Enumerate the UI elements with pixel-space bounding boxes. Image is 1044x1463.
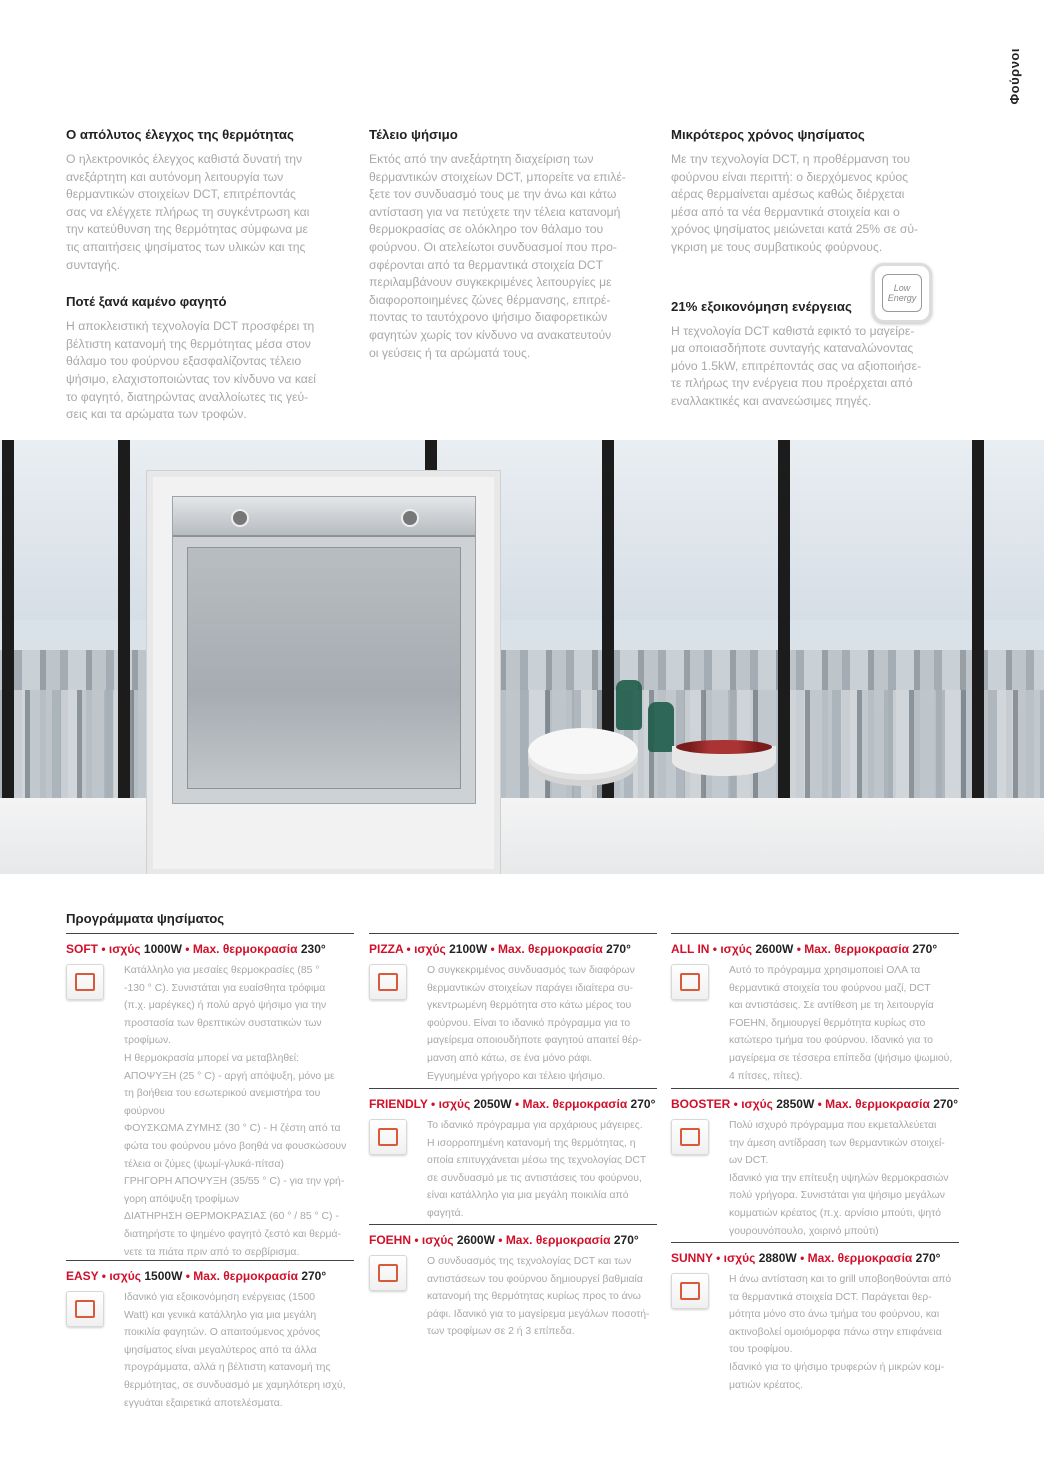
- program-divider: [66, 933, 354, 934]
- text-line: ων DCT.: [729, 1155, 769, 1167]
- text-line: ακτινοβολεί ομοιόμορφα πάνω στην επιφάνεια: [729, 1326, 942, 1338]
- programs-title: Προγράμματα ψησίματος: [66, 911, 225, 926]
- text-line: θερμαντικών στοιχείων DCT, μπορείτε να επιλέ-: [369, 169, 626, 184]
- program-heading: SOFT • ισχύς 1000W • Max. θερμοκρασία 230°: [66, 942, 326, 956]
- text-line: θάλαμο του φούρνου εξασφαλίζοντας τέλειο: [66, 354, 302, 369]
- text-line: εγγυάται εξαιρετικά αποτελέσματα.: [124, 1397, 283, 1409]
- text-line: γουρουνόπουλο, χοιρινό μπούτι): [729, 1225, 879, 1237]
- program-divider: [671, 933, 959, 934]
- program-name: FOEHN: [369, 1233, 411, 1247]
- program-temp: 230°: [300, 942, 326, 956]
- text-line: ανεξάρτητη και αυτόνομη λειτουργία των: [66, 169, 284, 184]
- text-line: γκεντρωμένη θερμότητα στο κάτω μέρος του: [427, 1000, 632, 1012]
- text-line: φαγητά.: [427, 1207, 464, 1219]
- text-line: Ο ηλεκτρονικός έλεγχος καθιστά δυνατή την: [66, 152, 303, 166]
- text-line: μόνο 1.5kW, επιτρέποντάς σας να αξιοποιήσε-: [671, 358, 922, 373]
- text-line: ΓΡΗΓΟΡΗ ΑΠΟΨΥΞΗ (35/55 ° C) - για την γρή-: [124, 1176, 345, 1188]
- text-line: μα οποιασδήποτε συνταγής καταναλώνοντας: [671, 341, 914, 356]
- badge-line-1: Low: [893, 283, 911, 293]
- text-line: αντιστάσεων του φούρνου δημιουργεί βαθμιαία: [427, 1273, 643, 1285]
- text-line: διατηρήστε το ψημένο φαγητό ζεστό και θερμά-: [124, 1228, 341, 1240]
- program-heading: PIZZA • ισχύς 2100W • Max. θερμοκρασία 270°: [369, 942, 631, 956]
- program-temp-label: Max. θερμοκρασία: [807, 1251, 913, 1265]
- text-line: τροφίμων.: [124, 1035, 172, 1047]
- text-line: ψησίματος είναι μεγαλύτερος από τα άλλα: [124, 1344, 317, 1356]
- text-line: 4 πίτσες, πίτες).: [729, 1070, 803, 1082]
- program-power: 2050W: [473, 1097, 512, 1111]
- text-line: σεις και τα αρώματα των τροφών.: [66, 407, 247, 422]
- program-power-label: ισχύς: [421, 1233, 454, 1247]
- text-line: μανση από κάτω, σε ένα μόνο ράφι.: [427, 1052, 593, 1064]
- kitchen-oven-photo: [0, 440, 1044, 874]
- text-line: θερμαντικών στοιχείων παράγει ιδιαίτερα συ-: [427, 982, 634, 994]
- program-description: [427, 1117, 657, 1223]
- program-power: 1500W: [144, 1269, 183, 1283]
- text-line: διαφοροποιημένες ζώνες θέρμανσης, επιτρέ-: [369, 292, 611, 307]
- program-temp: 270°: [933, 1097, 959, 1111]
- program-heading: ALL IN • ισχύς 2600W • Max. θερμοκρασία 270°: [671, 942, 938, 956]
- text-line: προγράμματα, αλλά η βέλτιστη κατανομή της: [124, 1362, 331, 1374]
- program-heading: BOOSTER • ισχύς 2850W • Max. θερμοκρασία 270°: [671, 1097, 959, 1111]
- text-line: σφέρονται από τα θερμαντικά στοιχεία DCT: [369, 257, 604, 272]
- text-line: των τροφίμων σε 2 ή 3 επίπεδα.: [427, 1326, 575, 1338]
- text-line: οι γεύσεις ή τα αρώματά τους.: [369, 345, 531, 360]
- text-line: ματιών κρέατος.: [729, 1379, 803, 1391]
- program-temp-label: Max. θερμοκρασία: [498, 942, 603, 956]
- text-line: Πολύ ισχυρό πρόγραμμα που εκμεταλλεύεται: [729, 1120, 937, 1131]
- text-line: κομματιών κρέατος (π.χ. αρνίσιο μπούτι, ψητό: [729, 1207, 942, 1219]
- program-power-label: ισχύς: [414, 942, 446, 956]
- text-line: Ιδανικό για εξοικονόμηση ενέργειας (1500: [124, 1292, 316, 1303]
- text-line: μαγείρεμα σε τέσσερα επίπεδα (ψήσιμο ψωμιού,: [729, 1052, 953, 1064]
- text-line: Η άνω αντίσταση και το grill υποβοηθούνται από: [729, 1274, 952, 1285]
- text-line: Η ισορροπημένη κατανομή της θερμότητας, η: [427, 1137, 636, 1149]
- text-line: εναλλακτικές και ανανεώσιμες πηγές.: [671, 393, 872, 408]
- text-line: ξετε τον συνδυασμό τους με την άνω και κάτω: [369, 187, 617, 202]
- program-description: [427, 962, 657, 1085]
- intro-column-2: [369, 127, 661, 382]
- text-line: ποικιλία φαγητών. Ο απαιτούμενος χρόνος: [124, 1327, 321, 1339]
- intro-column-1: [66, 127, 358, 444]
- program-name: BOOSTER: [671, 1097, 731, 1111]
- side-section-label: Φούρνοι: [1007, 48, 1022, 105]
- program-description: [729, 1117, 959, 1240]
- intro-paragraph: [671, 151, 963, 257]
- program-pizza: [369, 933, 657, 1085]
- program-temp-label: Max. θερμοκρασία: [505, 1233, 611, 1247]
- program-name: FRIENDLY: [369, 1097, 428, 1111]
- oven-mode-icon: [671, 1119, 713, 1159]
- text-line: πολύ γρήγορα. Συνιστάται για ψήσιμο μεγάλων: [729, 1190, 945, 1202]
- text-line: (π.χ. μαρέγκες) ή πολύ αργό ψήσιμο για την: [124, 1000, 327, 1012]
- intro-paragraph: [66, 318, 358, 424]
- program-name: SOFT: [66, 942, 98, 956]
- program-divider: [369, 1224, 657, 1225]
- text-line: φούρνου. Οι ατελείωτοι συνδυασμοί που προ-: [369, 239, 617, 254]
- program-power: 2880W: [758, 1251, 797, 1265]
- program-power-label: ισχύς: [108, 942, 141, 956]
- program-temp: 270°: [915, 1251, 941, 1265]
- program-power: 2600W: [456, 1233, 495, 1247]
- text-line: μαγείρεμα οποιουδήποτε φαγητού απαιτεί θέρ-: [427, 1035, 642, 1047]
- text-line: Watt) και γενικά κατάλληλο για μια μεγάλη: [124, 1309, 317, 1321]
- intro-paragraph: [671, 323, 963, 411]
- program-temp-label: Max. θερμοκρασία: [522, 1097, 628, 1111]
- text-line: αέρας θερμαίνεται αμέσως καθώς διέρχεται: [671, 187, 905, 202]
- text-line: φούρνου: [124, 1105, 165, 1117]
- program-friendly: [369, 1088, 657, 1223]
- low-energy-icon: [872, 263, 932, 323]
- program-divider: [671, 1088, 959, 1089]
- text-line: το φαγητό, διατηρώντας αναλλοίωτες τις γεύ-: [66, 389, 309, 404]
- intro-heading: 21% εξοικονόμηση ενέργειας: [671, 298, 852, 314]
- program-temp: 270°: [630, 1097, 656, 1111]
- oven-mode-icon: [671, 1273, 713, 1313]
- program-description: [124, 1289, 354, 1412]
- program-description: [124, 962, 354, 1261]
- program-temp: 270°: [301, 1269, 327, 1283]
- text-line: ποντας το ταυτόχρονο ψήσιμο διαφορετικών: [369, 310, 608, 325]
- program-foehn: [369, 1224, 657, 1341]
- text-line: φαγητών χωρίς τον κίνδυνο να ανακατευτούν: [369, 327, 612, 342]
- text-line: Ο συγκεκριμένος συνδυασμός των διαφόρων: [427, 965, 635, 976]
- intro-heading: Ποτέ ξανά καμένο φαγητό: [66, 294, 227, 310]
- program-description: [729, 962, 959, 1085]
- text-line: Αυτό το πρόγραμμα χρησιμοποιεί ΟΛΑ τα: [729, 965, 921, 976]
- text-line: ράφι. Ιδανικό για το μαγείρεμα μεγάλων ποσοτή-: [427, 1308, 650, 1320]
- text-line: τε πλήρως την ενέργεια που προέρχεται από: [671, 376, 913, 391]
- text-line: γκριση με τους συμβατικούς φούρνους.: [671, 239, 883, 254]
- text-line: τη βοήθεια του εσωτερικού ανεμιστήρα του: [124, 1088, 321, 1100]
- text-line: τις απαιτήσεις ψησίματος των υλικών και της: [66, 239, 306, 254]
- text-line: μέσα από τα νέα θερμαντικά στοιχεία και ο: [671, 204, 900, 219]
- intro-paragraph: [66, 151, 358, 274]
- program-temp: 270°: [912, 942, 938, 956]
- text-line: την κατεύθυνση της θερμότητας σύμφωνα με: [66, 222, 308, 237]
- program-temp: 270°: [606, 942, 631, 956]
- intro-heading: Τέλειο ψήσιμο: [369, 127, 458, 142]
- intro-heading: Μικρότερος χρόνος ψησίματος: [671, 127, 865, 142]
- text-line: κατανομή της θερμότητας κυρίως προς το άνω: [427, 1291, 641, 1303]
- program-divider: [671, 1242, 959, 1243]
- program-power: 1000W: [143, 942, 182, 956]
- text-line: γορη απόψυξη τροφίμων: [124, 1193, 240, 1205]
- text-line: φούρνου. Είναι το ιδανικό πρόγραμμα για το: [427, 1017, 631, 1029]
- text-line: σας να ελέγχετε πλήρως τη συγκέντρωση και: [66, 204, 310, 219]
- text-line: βέλτιστη κατανομή της θερμότητας μέσα στον: [66, 336, 311, 351]
- text-line: θερμαντικών στοιχείων DCT, επιτρέποντάς: [66, 187, 296, 202]
- program-power: 2850W: [776, 1097, 815, 1111]
- intro-paragraph: [369, 151, 661, 362]
- text-line: Ο συνδυασμός της τεχνολογίας DCT και των: [427, 1256, 632, 1267]
- text-line: μότητα μόνο στο άνω τμήμα του φούρνου, και: [729, 1309, 940, 1321]
- text-line: συνταγής.: [66, 257, 121, 272]
- text-line: Η θερμοκρασία μπορεί να μεταβληθεί:: [124, 1052, 299, 1064]
- text-line: φούρνου είναι περιττή: ο διερχόμενος κρύος: [671, 169, 909, 184]
- program-power-label: ισχύς: [741, 1097, 773, 1111]
- oven-mode-icon: [671, 964, 713, 1004]
- program-name: ALL IN: [671, 942, 710, 956]
- program-power: 2100W: [449, 942, 488, 956]
- program-temp-label: Max. θερμοκρασία: [804, 942, 909, 956]
- text-line: σε συνδυασμό με τις αντιστάσεις του φούρνου,: [427, 1172, 642, 1184]
- text-line: Η αποκλειστική τεχνολογία DCT προσφέρει τη: [66, 319, 315, 334]
- text-line: και αντιστάσεις. Σε αντίθεση με τη λειτουργία: [729, 1000, 934, 1012]
- program-heading: SUNNY • ισχύς 2880W • Max. θερμοκρασία 270°: [671, 1251, 941, 1265]
- text-line: προστασία των θρεπτικών συστατικών των: [124, 1017, 322, 1029]
- program-heading: EASY • ισχύς 1500W • Max. θερμοκρασία 270°: [66, 1269, 327, 1283]
- program-easy: [66, 1260, 354, 1412]
- program-power-label: ισχύς: [438, 1097, 471, 1111]
- program-description: [729, 1271, 959, 1394]
- text-line: θερμαντικά στοιχεία του φούρνου μαζί, DCT: [729, 982, 931, 994]
- text-line: κατώτερο τμήμα του φούρνου. Ιδανικό για το: [729, 1035, 933, 1047]
- text-line: Η τεχνολογία DCT καθιστά εφικτό το μαγείρε-: [671, 323, 915, 338]
- program-temp-label: Max. θερμοκρασία: [192, 942, 298, 956]
- text-line: -130 ° C). Συνιστάται για ευαίσθητα τρόφιμα: [124, 982, 326, 994]
- text-line: Ιδανικό για την επίτευξη υψηλών θερμοκρασιών: [729, 1172, 949, 1184]
- program-description: [427, 1253, 657, 1341]
- program-temp: 270°: [613, 1233, 639, 1247]
- text-line: οποία επιτυγχάνεται μέσω της τεχνολογίας DCT: [427, 1155, 647, 1167]
- text-line: του τροφίμου.: [729, 1344, 793, 1356]
- program-divider: [66, 1260, 354, 1261]
- text-line: χρόνος ψησίματος μειώνεται κατά 25% σε σύ-: [671, 222, 919, 237]
- program-soft: [66, 933, 354, 1261]
- text-line: περιλαμβάνουν συγκεκριμένες λειτουργίες με: [369, 275, 612, 290]
- program-name: PIZZA: [369, 942, 404, 956]
- text-line: Κατάλληλο για μεσαίες θερμοκρασίες (85 °: [124, 965, 320, 976]
- program-all-in: [671, 933, 959, 1085]
- text-line: ΦΟΥΣΚΩΜΑ ΖΥΜΗΣ (30 ° C) - Η ζέστη από τα: [124, 1123, 341, 1135]
- program-heading: FOEHN • ισχύς 2600W • Max. θερμοκρασία 270°: [369, 1233, 639, 1247]
- badge-line-2: Energy: [887, 293, 917, 303]
- program-divider: [369, 1088, 657, 1089]
- text-line: ψήσιμο, ελαχιστοποιώντας τον κίνδυνο να καεί: [66, 371, 316, 386]
- program-booster: [671, 1088, 959, 1240]
- oven-mode-icon: [369, 1119, 411, 1159]
- intro-heading: Ο απόλυτος έλεγχος της θερμότητας: [66, 127, 294, 142]
- program-divider: [369, 933, 657, 934]
- program-power-label: ισχύς: [723, 1251, 756, 1265]
- text-line: ΔΙΑΤΗΡΗΣΗ ΘΕΡΜΟΚΡΑΣΙΑΣ (60 ° / 85 ° C) -: [124, 1211, 339, 1223]
- program-power-label: ισχύς: [720, 942, 753, 956]
- text-line: FOEHN, δημιουργεί θερμότητα κυρίως στο: [729, 1017, 926, 1029]
- program-power-label: ισχύς: [109, 1269, 142, 1283]
- program-sunny: [671, 1242, 959, 1394]
- text-line: είναι κατάλληλο για μια μεγάλη ποικιλία από: [427, 1190, 629, 1202]
- text-line: φώτα του φούρνου μόνο βοηθά να φουσκώσουν: [124, 1140, 347, 1152]
- text-line: Με την τεχνολογία DCT, η προθέρμανση του: [671, 152, 911, 166]
- oven-mode-icon: [66, 1291, 108, 1331]
- text-line: Το ιδανικό πρόγραμμα για αρχάριους μάγειρες.: [427, 1120, 643, 1131]
- program-temp-label: Max. θερμοκρασία: [825, 1097, 930, 1111]
- text-line: ΑΠΟΨΥΞΗ (25 ° C) - αργή απόψυξη, μόνο με: [124, 1070, 335, 1082]
- program-heading: FRIENDLY • ισχύς 2050W • Max. θερμοκρασία 270°: [369, 1097, 656, 1111]
- program-power: 2600W: [755, 942, 794, 956]
- program-name: EASY: [66, 1269, 99, 1283]
- text-line: Εγγυημένα γρήγορο και τέλειο ψήσιμο.: [427, 1070, 606, 1082]
- text-line: θερμότητας, σε συνδυασμό με χαμηλότερη ισχύ,: [124, 1379, 346, 1391]
- text-line: νετε τα πιάτα πριν από το σερβίρισμα.: [124, 1246, 300, 1258]
- text-line: Ιδανικό για το ψήσιμο τρυφερών ή μικρών κομ-: [729, 1361, 945, 1373]
- text-line: την άμεση αντίδραση των θερμαντικών στοιχεί-: [729, 1137, 945, 1149]
- text-line: θερμοκρασίας σε ολόκληρο τον θάλαμο του: [369, 222, 604, 237]
- oven-mode-icon: [369, 964, 411, 1004]
- oven-mode-icon: [369, 1255, 411, 1295]
- text-line: Εκτός από την ανεξάρτητη διαχείριση των: [369, 152, 594, 166]
- program-temp-label: Max. θερμοκρασία: [193, 1269, 298, 1283]
- text-line: τέλεια οι ζύμες (ψωμί-γλυκά-πίτσα): [124, 1158, 284, 1170]
- program-name: SUNNY: [671, 1251, 713, 1265]
- text-line: αντίσταση για να πετύχετε την τέλεια κατανομή: [369, 204, 621, 219]
- oven-mode-icon: [66, 964, 108, 1004]
- text-line: τα θερμαντικά στοιχεία DCT. Παράγεται θερ-: [729, 1291, 932, 1303]
